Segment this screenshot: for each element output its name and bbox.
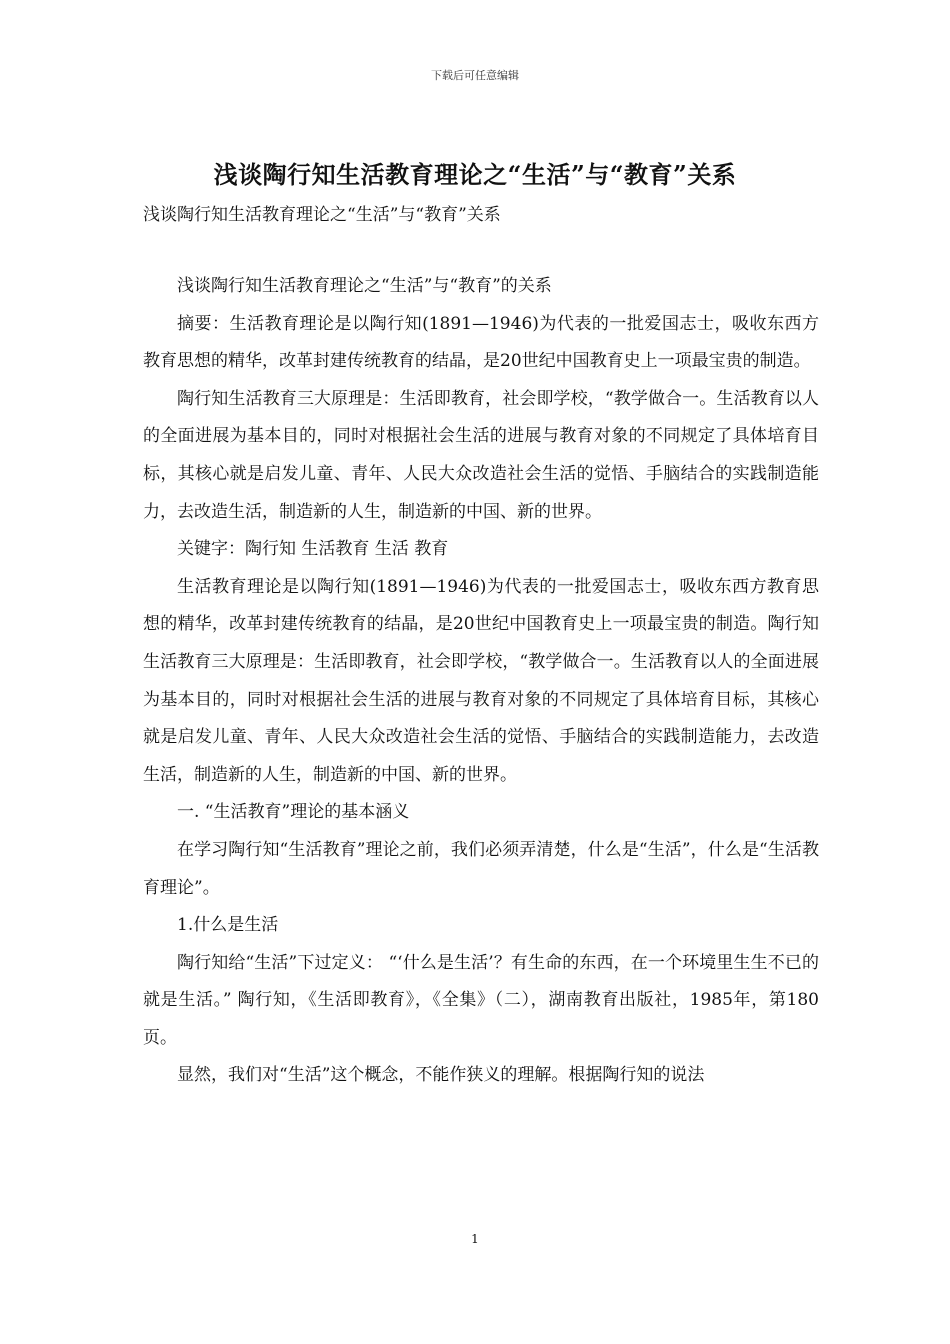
continuation-paragraph: 显然，我们对“生活”这个概念，不能作狭义的理解。根据陶行知的说法 xyxy=(177,1065,705,1086)
document-title: 浅谈陶行知生活教育理论之“生活”与“教育”关系 xyxy=(213,160,737,189)
keywords-paragraph: 关键字：陶行知 生活教育 生活 教育 xyxy=(177,539,449,560)
intro-paragraph: 生活教育理论是以陶行知(1891—1946)为代表的一批爱国志士，吸收东西方教育思想的精华，改革封建传统教育的结晶，是20世纪中国教育史上一项最宝贵的制造。陶行知生活教育三大原理是：生活即教育，社会即学校，“教学做合一。生活教育以人的全面进展为基本目的，同时对根据社会生活的进展与教育对象的不同规定了具体培育目标，其核心就是启发儿童、青年、人民大众改造社会生活的觉悟、手脑结合的实践制造能力，去改造生活，制造新的人生，制造新的中国、新的世界。 xyxy=(143,576,819,785)
section-heading: 一. “生活教育”理论的基本涵义 xyxy=(177,802,410,823)
subsection-heading: 1.什么是生活 xyxy=(177,915,279,936)
document-subtitle: 浅谈陶行知生活教育理论之“生活”与“教育”关系 xyxy=(143,205,501,225)
page-number: 1 xyxy=(471,1232,479,1246)
principles-paragraph: 陶行知生活教育三大原理是：生活即教育，社会即学校，“教学做合一。生活教育以人的全面进展为基本目的，同时对根据社会生活的进展与教育对象的不同规定了具体培育目标，其核心就是启发儿童、青年、人民大众改造社会生活的觉悟、手脑结合的实践制造能力，去改造生活，制造新的人生，制造新的中国、新的世界。 xyxy=(143,388,819,522)
header-note: 下载后可任意编辑 xyxy=(431,69,519,82)
abstract-paragraph: 摘要：生活教育理论是以陶行知(1891—1946)为代表的一批爱国志士，吸收东西方教育思想的精华，改革封建传统教育的结晶，是20世纪中国教育史上一项最宝贵的制造。 xyxy=(143,313,819,372)
body-heading: 浅谈陶行知生活教育理论之“生活”与“教育”的关系 xyxy=(177,276,552,296)
definition-paragraph: 陶行知给“生活”下过定义： “‘什么是生活’？有生命的东西，在一个环境里生生不已的就是生活。” 陶行知，《生活即教育》，《全集》（二），湖南教育出版社，1985年，第180页。 xyxy=(143,952,819,1048)
section-intro-paragraph: 在学习陶行知“生活教育”理论之前，我们必须弄清楚，什么是“生活”，什么是“生活教育理论”。 xyxy=(143,839,819,898)
document-body xyxy=(143,268,819,1095)
